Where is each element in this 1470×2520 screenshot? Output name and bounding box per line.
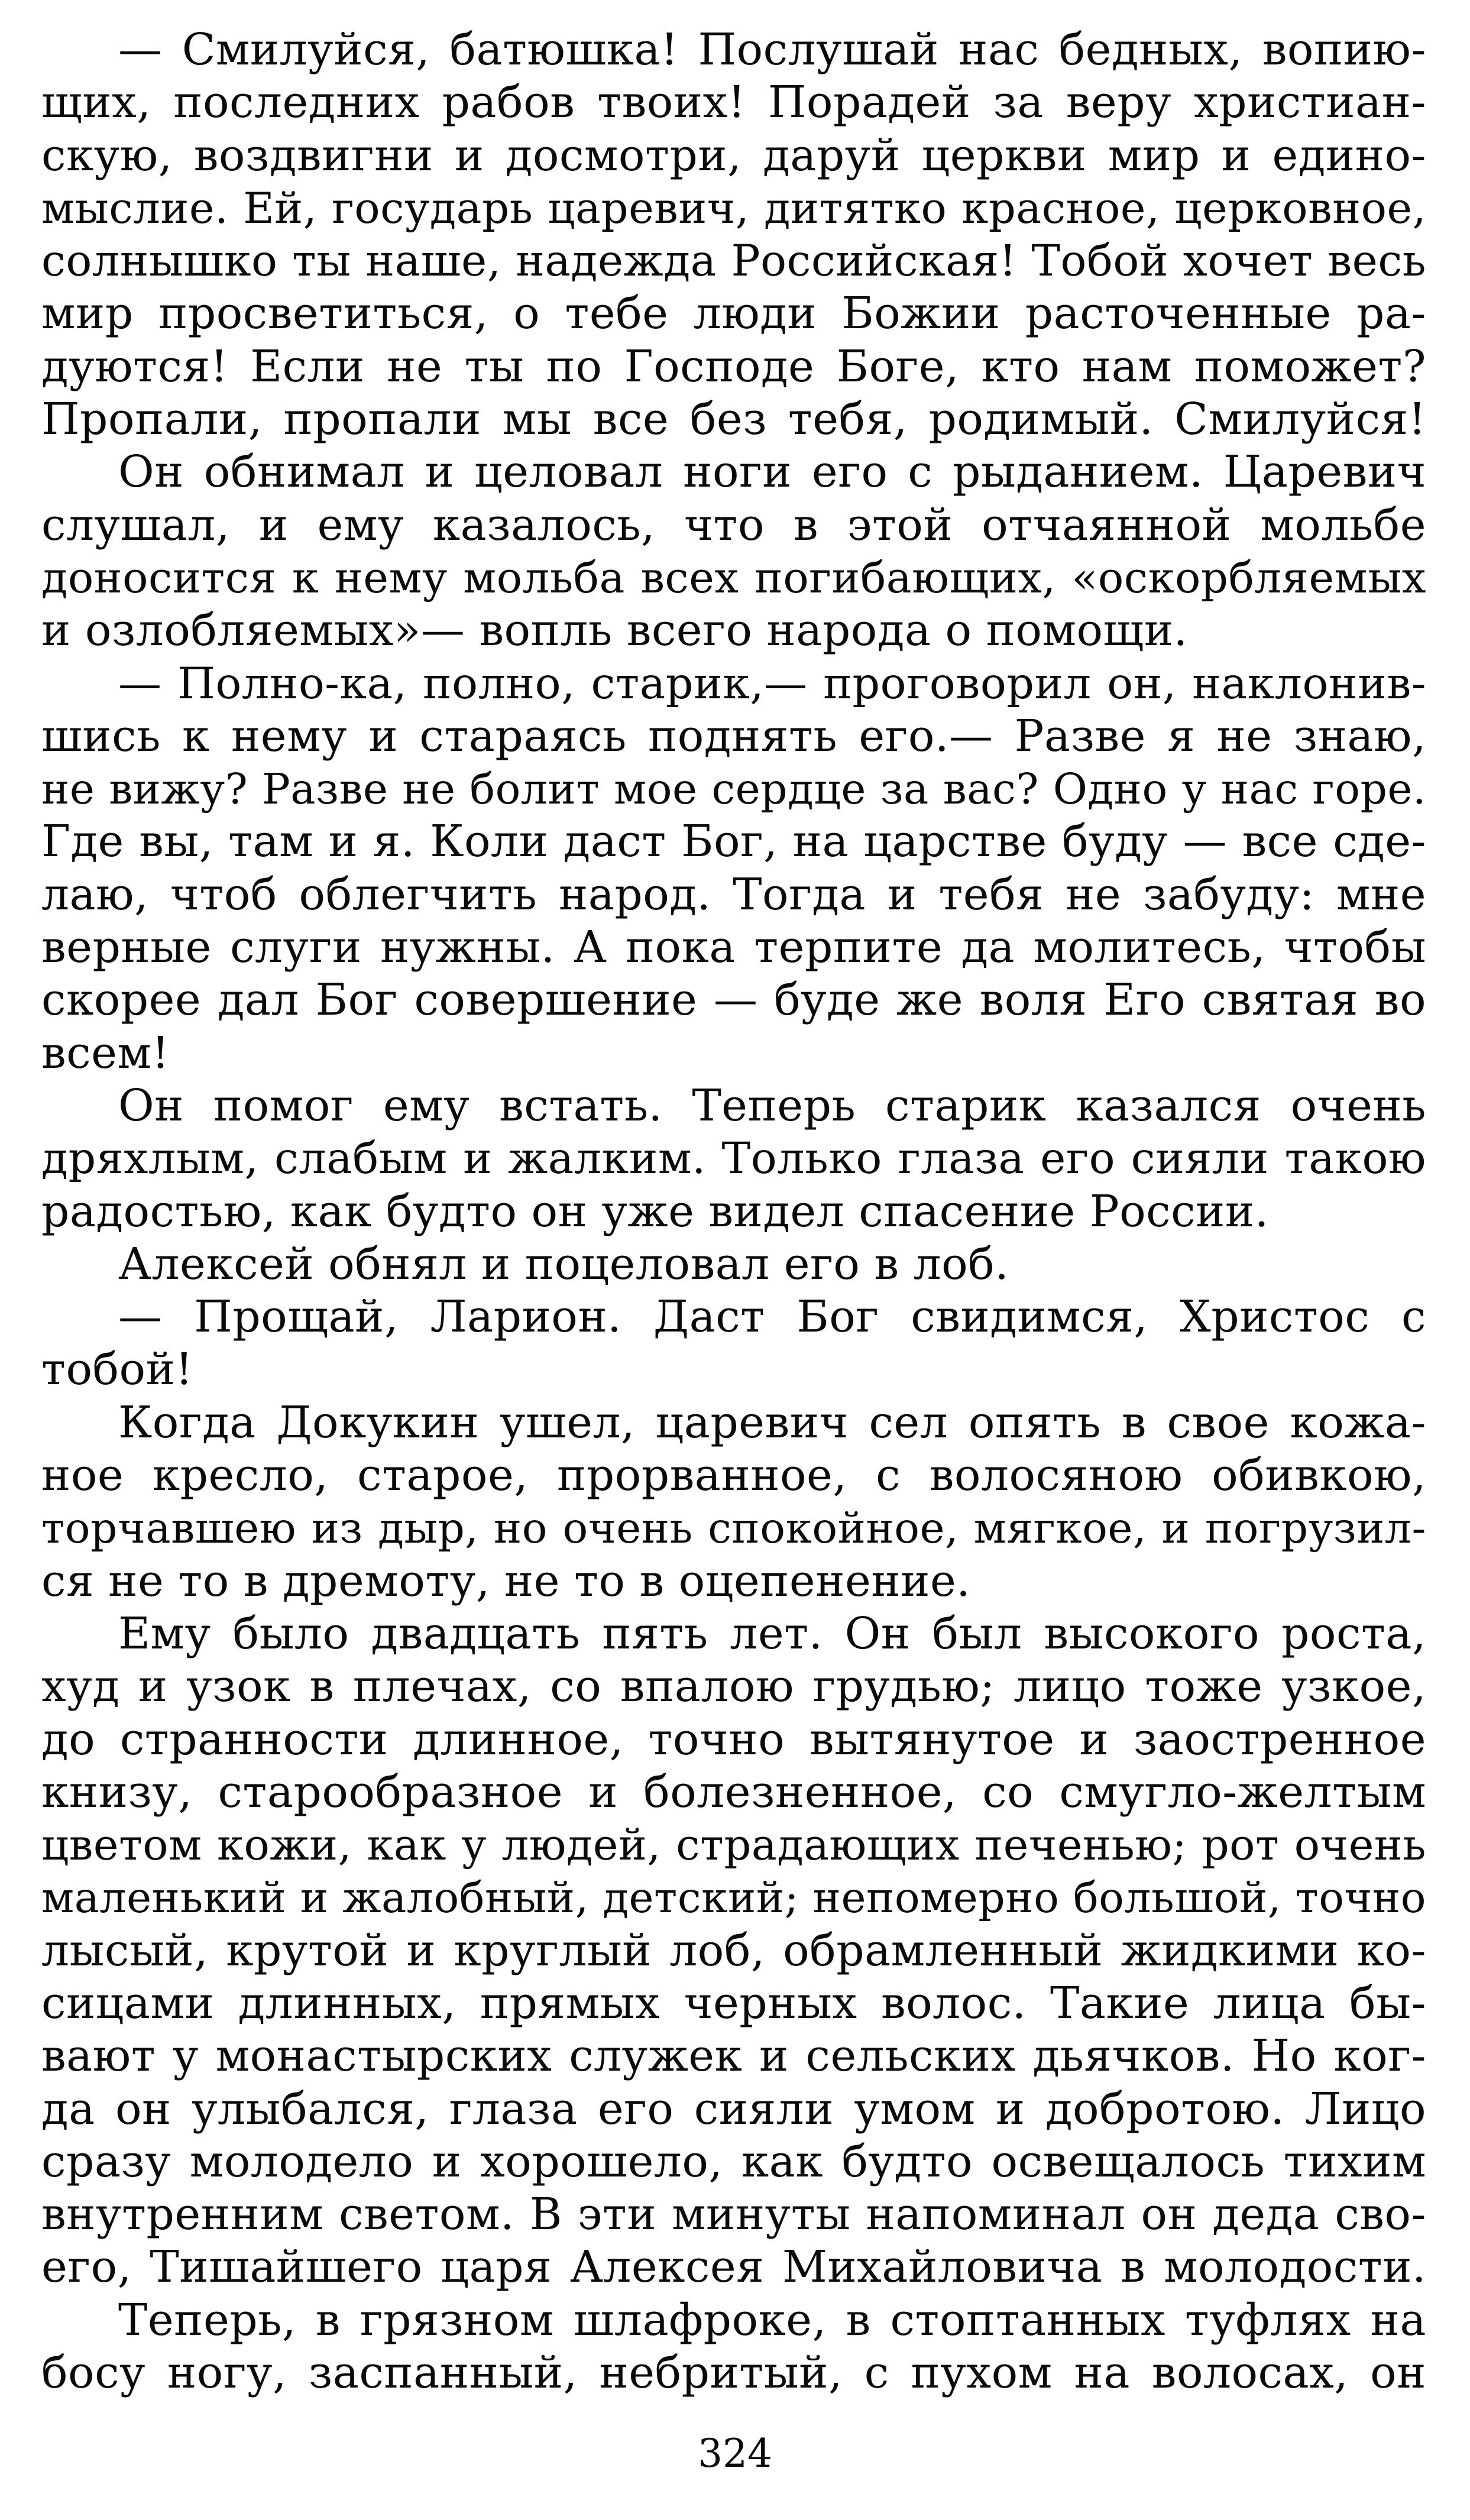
text-line: лысый, крутой и круглый лоб, обрамленный жидкими ко- [41, 1925, 1426, 1976]
text-line: Когда Докукин ушел, царевич сел опять в свое кожа- [118, 1397, 1426, 1448]
text-line: мир просветиться, о тебе люди Божии расточенные ра- [41, 288, 1426, 339]
text-line: ся не то в дремоту, не то в оцепенение. [41, 1555, 971, 1606]
text-line: мыслие. Ей, государь царевич, дитятко красное, церковное, [41, 183, 1426, 233]
text-line: — Смилуйся, батюшка! Послушай нас бедных, вопию- [118, 24, 1426, 75]
text-line: щих, последних рабов твоих! Порадей за веру христиан- [41, 77, 1426, 128]
text-line: Алексей обнял и поцеловал его в лоб. [118, 1238, 1009, 1290]
text-line: сицами длинных, прямых черных волос. Такие лица бы- [41, 1977, 1426, 2029]
text-line: радостью, как будто он уже видел спасение России. [41, 1185, 1269, 1237]
text-line: и озлобляемых»— вопль всего народа о помощи. [41, 605, 1188, 656]
text-line: дряхлым, слабым и жалким. Только глаза его сияли такою [41, 1133, 1426, 1184]
page-number: 324 [698, 2431, 772, 2476]
text-line: до странности длинное, точно вытянутое и заостренное [41, 1714, 1426, 1765]
text-line: Ему было двадцать пять лет. Он был высокого роста, [118, 1608, 1426, 1659]
text-line: — Полно-ка, полно, старик,— проговорил он, наклонив- [118, 658, 1426, 709]
text-line: всем! [41, 1027, 170, 1078]
text-line: доносится к нему мольба всех погибающих, «оскорбляемых [41, 552, 1426, 603]
text-line: тобой! [41, 1344, 193, 1395]
text-line: скорее дал Бог совершение — буде же воля Его святая во [41, 974, 1426, 1026]
text-line: лаю, чтоб облегчить народ. Тогда и тебя не забуду: мне [41, 869, 1426, 920]
text-line: вают у монастырских служек и сельских дьячков. Но ког- [41, 2030, 1426, 2082]
page-text [41, 24, 1426, 2399]
text-line: слушал, и ему казалось, что в этой отчаянной мольбе [41, 499, 1426, 550]
text-line: худ и узок в плечах, со впалою грудью; лицо тоже узкое, [41, 1661, 1426, 1712]
text-line: торчавшею из дыр, но очень спокойное, мягкое, и погрузил- [41, 1504, 1426, 1553]
text-line: сразу молодело и хорошело, как будто освещалось тихим [41, 2136, 1426, 2187]
text-line: Он обнимал и целовал ноги его с рыданием. Царевич [118, 446, 1426, 498]
text-line: да он улыбался, глаза его сияли умом и добротою. Лицо [41, 2083, 1426, 2134]
text-line: маленький и жалобный, детский; непомерно большой, точно [41, 1873, 1426, 1923]
text-line: внутренним светом. В эти минуты напоминал он деда сво- [41, 2189, 1426, 2240]
text-line: босу ногу, заспанный, небритый, с пухом на волосах, он [41, 2347, 1426, 2399]
text-line: шись к нему и стараясь поднять его.— Разве я не знаю, [41, 710, 1426, 762]
text-line: цветом кожи, как у людей, страдающих печенью; рот очень [41, 1820, 1426, 1870]
text-line: Где вы, там и я. Коли даст Бог, на царстве буду — все сде- [41, 816, 1426, 867]
text-line: Теперь, в грязном шлафроке, в стоптанных туфлях на [118, 2294, 1426, 2346]
text-line: солнышко ты наше, надежда Российская! Тобой хочет весь [41, 236, 1426, 287]
text-line: Он помог ему встать. Теперь старик казался очень [118, 1080, 1426, 1131]
text-line: скую, воздвигни и досмотри, даруй церкви мир и едино- [41, 129, 1426, 181]
text-line: ное кресло, старое, прорванное, с волосяною обивкою, [41, 1450, 1426, 1501]
text-line: дуются! Если не ты по Господе Боге, кто нам поможет? [41, 341, 1426, 392]
text-line: Пропали, пропали мы все без тебя, родимый. Смилуйся! [41, 394, 1426, 445]
text-line: его, Тишайшего царя Алексея Михайловича в молодости. [41, 2242, 1426, 2293]
text-line: книзу, старообразное и болезненное, со смугло-желтым [41, 1766, 1426, 1818]
text-line: верные слуги нужны. А пока терпите да молитесь, чтобы [41, 922, 1426, 973]
text-line: не вижу? Разве не болит мое сердце за вас? Одно у нас горе. [41, 765, 1426, 814]
text-line: — Прощай, Ларион. Даст Бог свидимся, Христос с [118, 1291, 1426, 1343]
